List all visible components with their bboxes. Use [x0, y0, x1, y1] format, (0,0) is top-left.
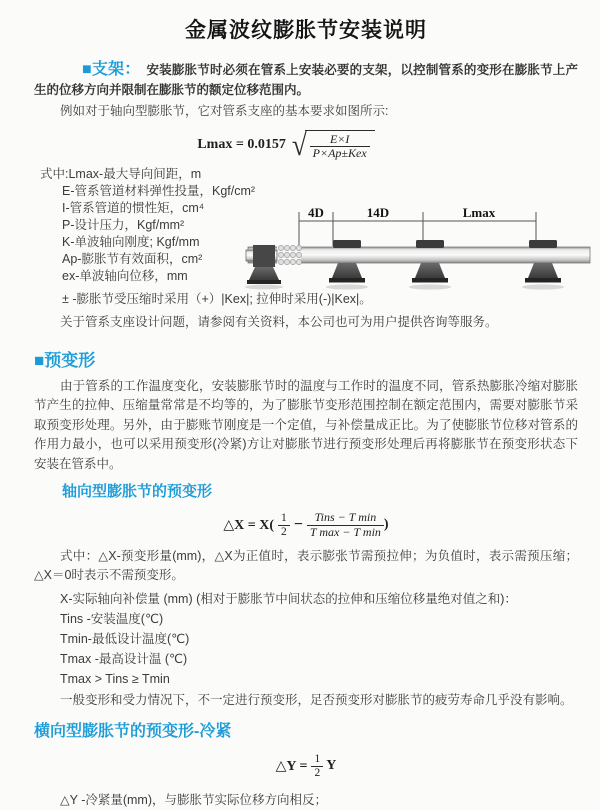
support-section-heading: ■支架： [82, 61, 141, 78]
formula-delta-x [34, 511, 578, 538]
formula-lmax-radical [291, 127, 375, 162]
lateral-subheading: 横向型膨胀节的预变形-冷紧 [34, 723, 232, 741]
bellows-coils [277, 245, 302, 264]
definition-line: ex-单波轴向位移，mm [62, 268, 188, 283]
definition-line: I-管系管道的惯性矩，cm⁴ [62, 200, 205, 215]
dim-label-lmax: Lmax [462, 205, 496, 220]
minus-sign: − [293, 516, 303, 534]
half-numerator: 1 [278, 512, 290, 526]
definition-line: K-单波轴向刚度; Kgf/mm [62, 234, 200, 249]
half-denominator: 2 [281, 525, 287, 538]
definition-line: P-设计压力，Kgf/mm² [62, 217, 185, 232]
formula-lmax-lhs: Lmax = 0.0157 [197, 136, 286, 152]
general-case-line: 一般变形和受力情况下，不一定进行预变形，足否预变形对膨胀节的疲劳寿命几乎没有影响。 [60, 692, 573, 707]
temperature-order-line: Tmax > Tins ≥ Tmin [60, 671, 170, 686]
temp-fraction-numerator: Tins − T min [307, 511, 384, 525]
definition-line: ± -膨胀节受压缩时采用（+）|Kex|; 拉伸时采用(-)|Kex|。 [62, 291, 372, 306]
formula-dx-half [278, 512, 290, 538]
page-title: 金属波纹膨胀节安装说明 [185, 19, 427, 42]
formula-lmax-denominator: P×Ap±Kex [312, 145, 367, 160]
dy-half-denominator: 2 [314, 766, 321, 779]
formula-dy-lhs: △Y = [275, 758, 308, 774]
definition-line: 式中:Lmax-最大导向间距，m [40, 166, 202, 181]
document-page [0, 14, 600, 810]
formula-lmax [34, 127, 538, 162]
formula-delta-y [34, 753, 578, 779]
tmin-line: Tmin-最低设计温度(℃) [60, 631, 190, 646]
formula-dy-rhs: Y [326, 758, 337, 774]
anchor-support [245, 245, 283, 289]
formula-lmax-fraction [310, 133, 370, 160]
support-example-line: 例如对于轴向型膨胀节，它对管系支座的基本要求如图所示: [60, 104, 389, 118]
formula-dy-half [311, 753, 323, 779]
formula-lmax-radicand [305, 130, 375, 160]
formula-lmax-numerator: E×I [310, 133, 370, 147]
x-definition-line: X-实际轴向补偿量 (mm) (相对于膨胀节中间状态的拉伸和压缩位移量绝对值之和)： [60, 591, 517, 606]
dy-half-numerator: 1 [311, 753, 323, 767]
consult-note: 关于管系支座设计问题，请参阅有关资料，本公司也可为用户提供咨询等服务。 [60, 314, 498, 329]
preform-section-heading: ■预变形 [34, 350, 96, 370]
definition-line: Ap-膨胀节有效面积，cm² [62, 251, 203, 266]
tins-line: Tins -安装温度(℃) [60, 611, 164, 626]
support-intro-paragraph [34, 60, 578, 100]
axial-subheading: 轴向型膨胀节的预变形 [62, 483, 213, 501]
formula-dx-temp-fraction [307, 511, 384, 538]
tmax-line: Tmax -最高设计温 (℃) [60, 651, 188, 666]
sqrt-sign: √ [291, 127, 307, 162]
support-intro-text: 安装膨胀节时必须在管系上安装必要的支架，以控制管系的变形在膨胀节上产生的位移方向并限制在膨胀节的额定位移范围内。 [34, 63, 578, 97]
formula-dx-rhs: ) [383, 517, 389, 533]
dim-label-4d: 4D [308, 205, 324, 220]
definition-line: E-管系管道材料弹性投量，Kgf/cm² [62, 183, 256, 198]
preform-intro-paragraph: 由于管系的工作温度变化，安装膨胀节时的温度与工作时的温度不同，管系热膨胀冷缩对膨胀节产生的拉伸、压缩量常常是不均等的，为了膨胀节变形范围控制在额定范围内，需要对膨胀节采取预变形处理。另外，由于膨账节刚度是一个定值，与补偿量成正比。为了使膨胀节位移对管系的作用力最小，也可以采用预变形(冷紧)方让对膨胀节进行预变形处理后再将膨胀节在预变形状态下安装在管系中。 [34, 378, 578, 471]
dx-explanation-paragraph: 式中：△X-预变形量(mm)，△X为正值时，表示膨张节需预拉伸；为负值时，表示需预压缩；△X＝0时表示不需预变形。 [34, 548, 578, 583]
dy-definition-line: △Y -冷紧量(mm)，与膨胀节实际位移方向相反； [60, 792, 328, 807]
temp-fraction-denominator: T max − T min [309, 524, 381, 539]
dim-label-14d: 14D [366, 205, 390, 220]
formula-dx-lhs: △X = X( [223, 517, 275, 533]
pipe-diagram-svg [242, 200, 598, 300]
pipe-support-diagram [242, 200, 598, 300]
